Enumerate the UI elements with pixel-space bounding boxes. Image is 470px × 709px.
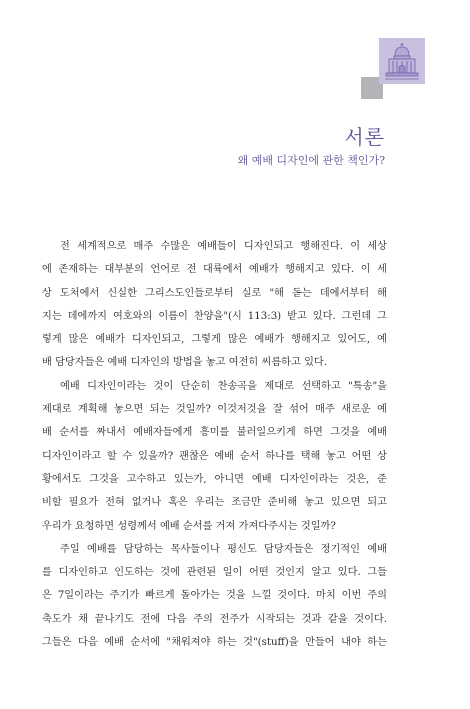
body-line: 제대로 계획해 놓으면 되는 것일까? 이것저것을 잘 섞어 매주 새로운 예: [42, 404, 387, 416]
body-line: 우리가 요청하면 성령께서 예배 순서를 거져 가져다주시는 것일까?: [42, 520, 336, 532]
body-line: 디자인이라고 할 수 있을까? 괜찮은 예배 순서 하나를 택해 놓고 어떤 상: [42, 450, 387, 462]
body-line: 렇게 많은 예배가 디자인되고, 그렇게 많은 예배가 행해지고 있어도, 예: [42, 334, 387, 346]
body-line: 주일 예배를 담당하는 목사들이나 평신도 담당자들은 정기적인 예배: [60, 543, 387, 555]
body-line: 전 세계적으로 매주 수많은 예배들이 디자인되고 행해진다. 이 세상: [60, 241, 387, 252]
body-line: 에 존재하는 대부분의 언어로 전 대륙에서 예배가 행해지고 있다. 이 세: [42, 264, 387, 276]
body-line: 그들은 다음 예배 순서에 "채워져야 하는 것"(stuff)을 만들어 내야 하는: [42, 637, 387, 649]
body-line: 축도가 채 끝나기도 전에 다음 주의 전주가 시작되는 것과 같을 것이다.: [42, 613, 387, 625]
body-text: [42, 235, 387, 654]
body-line: 를 디자인하고 인도하는 것에 관련된 일이 어떤 것인지 알고 있다. 그들: [42, 567, 387, 579]
body-line: 배 담당자들은 예배 디자인의 방법을 놓고 여전히 씨름하고 있다.: [42, 357, 328, 369]
body-line: 배 순서를 짜내서 예배자들에게 흥미를 불러일으키게 하면 그것을 예배: [42, 427, 387, 439]
body-line: 상 도처에서 신실한 그리스도인들로부터 실로 "해 돋는 데에서부터 해: [42, 287, 387, 299]
chapter-subtitle: 왜 예배 디자인에 관한 책인가?: [237, 154, 385, 167]
body-line: 비할 필요가 전혀 없거나 혹은 우리는 조금만 준비해 놓고 있으면 되고: [42, 497, 387, 509]
church-building-icon: [379, 38, 425, 84]
body-line: 지는 데에까지 여호와의 이름이 찬양을"(시 113:3) 받고 있다. 그런데 그: [42, 310, 387, 322]
corner-ornament-purple-square: [379, 38, 425, 84]
body-line: 은 7일이라는 주기가 빠르게 돌아가는 것을 느낄 것이다. 마치 이번 주의: [42, 590, 387, 602]
chapter-title: 서론: [344, 125, 385, 149]
body-line: 황에서도 그것을 고수하고 있는가, 아니면 예배 디자인이라는 것은, 준: [42, 473, 387, 485]
body-line: 예배 디자인이라는 것이 단순히 찬송곡을 제대로 선택하고 "특송"을: [60, 380, 387, 392]
